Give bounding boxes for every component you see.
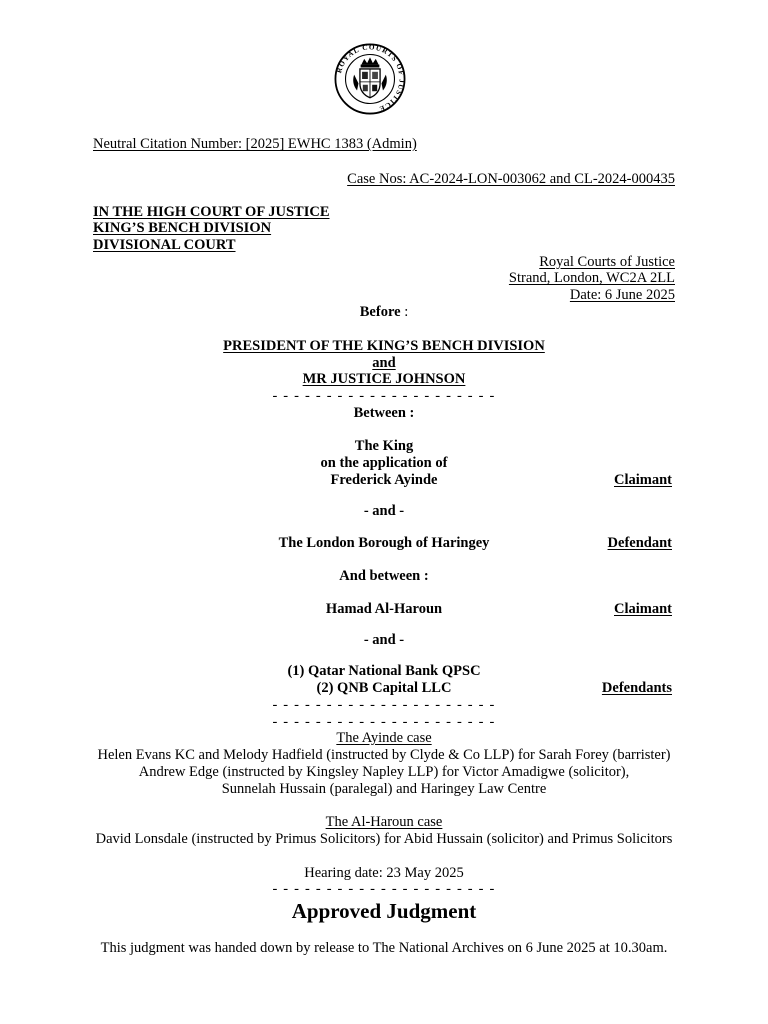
case1-claimant-line1: The King <box>354 438 414 454</box>
judgment-title: Approved Judgment <box>291 899 477 923</box>
case1-defendant: The London Borough of Haringey <box>278 535 490 551</box>
royal-courts-seal-icon <box>334 43 406 115</box>
and-between-label: And between : <box>339 568 429 584</box>
ayinde-counsel-line3: Sunnelah Hussain (paralegal) and Haringey Law Centre <box>221 781 547 797</box>
before-colon: : <box>400 304 409 320</box>
court-type: DIVISIONAL COURT <box>93 237 236 253</box>
case2-defendant-role: Defendants <box>601 680 672 696</box>
separator-2: - - - - - - - - - - - - - - - - - - - - - <box>272 697 496 713</box>
separator-1: - - - - - - - - - - - - - - - - - - - - - <box>272 388 496 404</box>
case2-defendant-line2: (2) QNB Capital LLC <box>316 680 452 696</box>
judge-1: PRESIDENT OF THE KING’S BENCH DIVISION <box>223 338 545 354</box>
ayinde-counsel-line1: Helen Evans KC and Melody Hadfield (instructed by Clyde & Co LLP) for Sarah Forey (barrister) <box>97 747 671 763</box>
case1-and: - and - <box>363 503 405 519</box>
alharoun-heading: The Al-Haroun case <box>325 814 443 830</box>
ayinde-counsel-line2: Andrew Edge (instructed by Kingsley Napley LLP) for Victor Amadigwe (solicitor), <box>138 764 630 780</box>
case2-and: - and - <box>363 632 405 648</box>
separator-4: - - - - - - - - - - - - - - - - - - - - - <box>272 881 496 897</box>
court-name: IN THE HIGH COURT OF JUSTICE <box>93 204 330 220</box>
ayinde-heading: The Ayinde case <box>336 730 432 746</box>
judge-2: MR JUSTICE JOHNSON <box>302 371 466 387</box>
case-numbers: Case Nos: AC-2024-LON-003062 and CL-2024-000435 <box>347 171 675 187</box>
court-division: KING’S BENCH DIVISION <box>93 220 272 236</box>
alharoun-counsel-line1: David Lonsdale (instructed by Primus Solicitors) for Abid Hussain (solicitor) and Primus Solicitors <box>95 831 673 847</box>
seal-ring-text: ROYAL COURTS OF JUSTICE <box>335 43 406 114</box>
location-line1: Royal Courts of Justice <box>539 254 675 270</box>
between-label: Between : <box>353 405 415 421</box>
case2-claimant-role: Claimant <box>614 601 672 617</box>
handed-down-statement: This judgment was handed down by release to The National Archives on 6 June 2025 at 10.30am. <box>100 940 668 956</box>
case2-defendant-line1: (1) Qatar National Bank QPSC <box>287 663 481 679</box>
location-line2: Strand, London, WC2A 2LL <box>508 270 675 286</box>
bench-and: and <box>372 355 396 371</box>
judgment-date: Date: 6 June 2025 <box>569 287 675 303</box>
hearing-date: Hearing date: 23 May 2025 <box>304 865 464 881</box>
separator-3: - - - - - - - - - - - - - - - - - - - - - <box>272 714 496 730</box>
case2-claimant: Hamad Al-Haroun <box>325 601 443 617</box>
case1-defendant-role: Defendant <box>607 535 672 551</box>
case1-claimant-role: Claimant <box>614 472 672 488</box>
case1-claimant-line2: on the application of <box>320 455 448 471</box>
case1-claimant-name: Frederick Ayinde <box>330 472 438 488</box>
before-label: Before <box>359 304 401 320</box>
neutral-citation: Neutral Citation Number: [2025] EWHC 1383 (Admin) <box>93 136 417 152</box>
before-line <box>0 304 768 321</box>
